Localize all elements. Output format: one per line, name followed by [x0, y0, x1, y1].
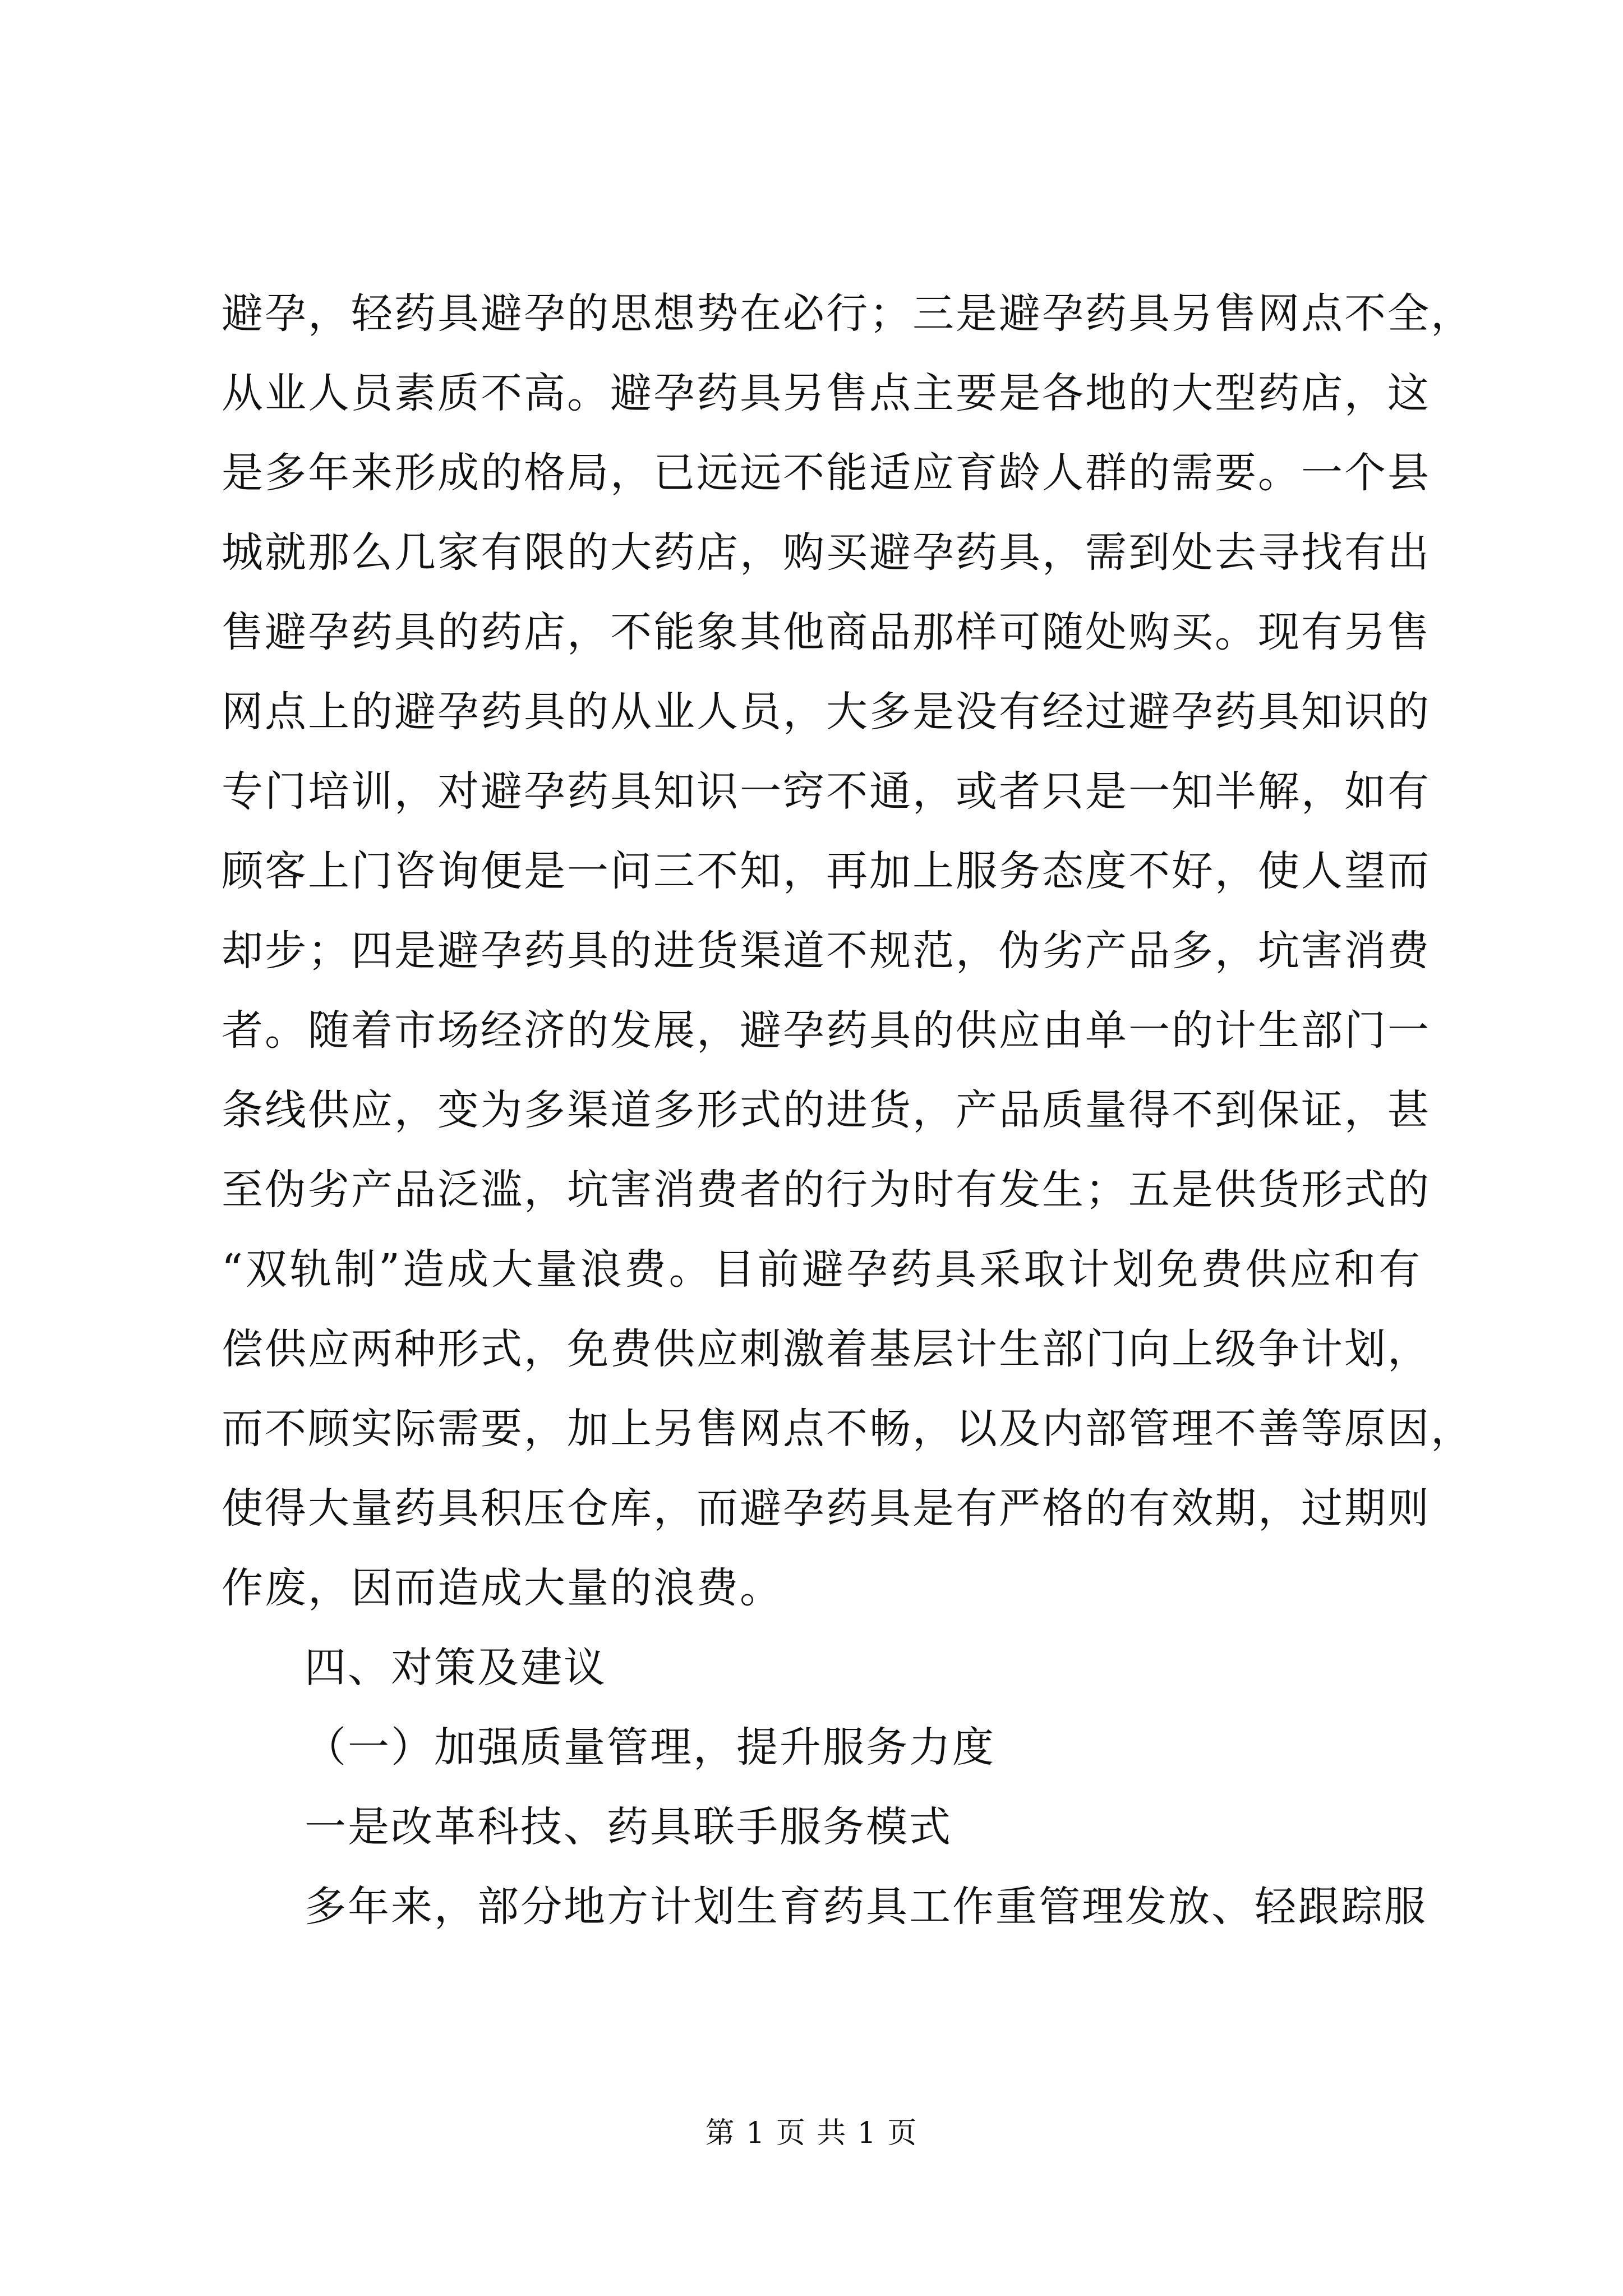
body-line: 专门培训，对避孕药具知识一窍不通，或者只是一知半解，如有: [222, 767, 1431, 816]
item-heading: 一是改革科技、药具联手服务模式: [305, 1803, 952, 1851]
body-line: 者。随着市场经济的发展，避孕药具的供应由单一的计生部门一: [222, 1006, 1431, 1055]
body-line: 而不顾实际需要，加上另售网点不畅，以及内部管理不善等原因，: [222, 1405, 1474, 1453]
body-line: 使得大量药具积压仓库，而避孕药具是有严格的有效期，过期则: [222, 1484, 1431, 1533]
body-line: 是多年来形成的格局，已远远不能适应育龄人群的需要。一个县: [222, 449, 1431, 497]
paragraph-start-line: 多年来，部分地方计划生育药具工作重管理发放、轻跟踪服: [305, 1883, 1427, 1931]
body-line: 至伪劣产品泛滥，坑害消费者的行为时有发生；五是供货形式的: [222, 1166, 1431, 1214]
page-footer: 第 1 页 共 1 页: [705, 2116, 918, 2150]
body-line: 售避孕药具的药店，不能象其他商品那样可随处购买。现有另售: [222, 608, 1431, 656]
body-line: 偿供应两种形式，免费供应刺激着基层计生部门向上级争计划，: [222, 1325, 1431, 1373]
body-line: 条线供应，变为多渠道多形式的进货，产品质量得不到保证，甚: [222, 1086, 1431, 1134]
subsection-heading: （一）加强质量管理，提升服务力度: [305, 1723, 995, 1772]
document-body: [222, 274, 1474, 1947]
paragraph-end-line: 作废，因而造成大量的浪费。: [222, 1564, 783, 1612]
body-line: 城就那么几家有限的大药店，购买避孕药具，需到处去寻找有出: [222, 528, 1431, 577]
body-line: 避孕，轻药具避孕的思想势在必行；三是避孕药具另售网点不全，: [222, 289, 1474, 338]
body-line: 从业人员素质不高。避孕药具另售点主要是各地的大型药店，这: [222, 369, 1431, 417]
body-line: 网点上的避孕药具的从业人员，大多是没有经过避孕药具知识的: [222, 688, 1431, 736]
body-line: 顾客上门咨询便是一问三不知，再加上服务态度不好，使人望而: [222, 847, 1431, 895]
section-heading: 四、对策及建议: [305, 1644, 607, 1692]
body-line: 却步；四是避孕药具的进货渠道不规范，伪劣产品多，坑害消费: [222, 927, 1431, 975]
body-line: “双轨制”造成大量浪费。目前避孕药具采取计划免费供应和有: [222, 1245, 1422, 1294]
